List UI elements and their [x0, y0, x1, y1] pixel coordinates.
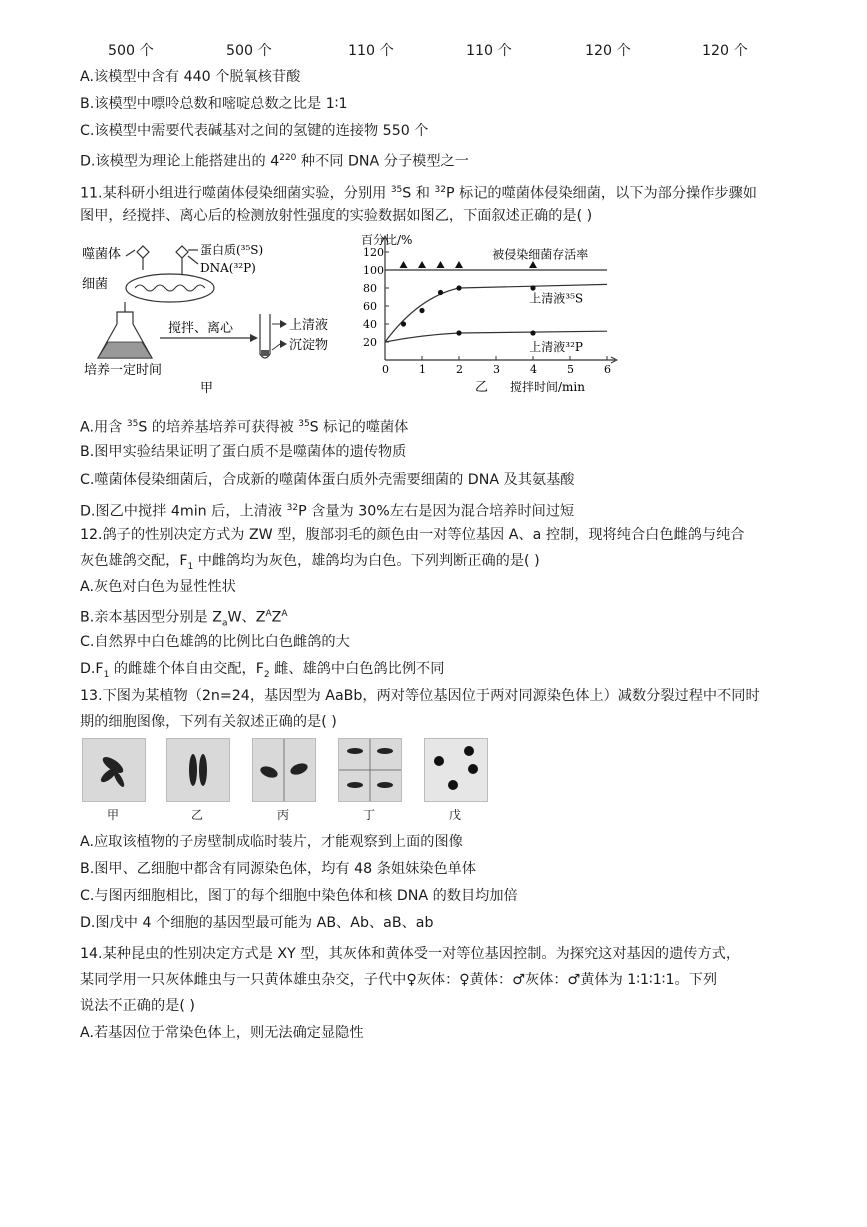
series-label-32p: 上清液³²P [529, 340, 584, 354]
q11-stem-line2: 图甲，经搅拌、离心后的检测放射性强度的实验数据如图乙，下面叙述正确的是( ) [80, 208, 593, 224]
q14-option-a: A.若基因位于常染色体上，则无法确定显隐性 [80, 1025, 364, 1041]
y-tick-label: 120 [363, 246, 384, 259]
survival-triangle-point [455, 261, 463, 268]
chart-ylabel: 百分比/% [361, 233, 413, 247]
cell-images-figure [80, 738, 500, 828]
q12-stem-line2: 灰色雄鸽交配，$F_1$ 中雌鸽均为灰色，雄鸽均为白色。下列判断正确的是( ) [80, 553, 540, 572]
q14-stem-line2: 某同学用一只灰体雌虫与一只黄体雄虫杂交，子代中♀灰体：♀黄体：♂灰体：♂黄体为 1∶1∶1∶1。下列 [80, 972, 718, 988]
series-35s-point [438, 290, 443, 295]
cell-label-jia: 甲 [106, 808, 119, 822]
cell-label-bing: 丙 [276, 808, 289, 822]
q13-option-d: D.图戊中 4 个细胞的基因型最可能为 AB、Ab、aB、ab [80, 915, 434, 931]
label-protein: 蛋白质(³⁵S) [200, 243, 264, 257]
figure-jia [80, 238, 360, 398]
q13-option-b: B.图甲、乙细胞中都含有同源染色体，均有 48 条姐妹染色单体 [80, 861, 477, 877]
x-tick-label: 0 [382, 363, 389, 376]
q11-option-c: C.噬菌体侵染细菌后，合成新的噬菌体蛋白质外壳需要细菌的 DNA 及其氨基酸 [80, 472, 575, 488]
series-35s-point [530, 285, 535, 290]
series-32p-point [456, 330, 461, 335]
series-35s-point [419, 308, 424, 313]
figure-yi-chart [355, 230, 625, 398]
count-cell: 120 个 [702, 43, 748, 59]
bacterium-icon [126, 274, 214, 302]
q14-stem-line1: 14.某种昆虫的性别决定方式是 XY 型，其灰体和黄体受一对等位基因控制。为探究这对基因的遗传方式， [80, 946, 741, 962]
survival-triangle-point [418, 261, 426, 268]
y-tick-label: 80 [363, 282, 377, 295]
label-bacteria: 细菌 [82, 277, 109, 292]
label-culture: 培养一定时间 [84, 363, 163, 378]
q12-stem-line1: 12.鸽子的性别决定方式为 ZW 型，腹部羽毛的颜色由一对等位基因 A、a 控制，现将纯合白色雌鸽与纯合 [80, 527, 745, 543]
cell-label-ding: 丁 [362, 808, 375, 822]
chart-marks [385, 246, 607, 354]
q11-option-b: B.图甲实验结果证明了蛋白质不是噬菌体的遗传物质 [80, 444, 407, 460]
x-tick-label: 3 [493, 363, 500, 376]
series-label-survival: 被侵染细菌存活率 [492, 247, 589, 262]
series-35s-point [456, 285, 461, 290]
q10-option-c: C.该模型中需要代表碱基对之间的氢键的连接物 550 个 [80, 123, 429, 139]
q10-option-a: A.该模型中含有 440 个脱氧核苷酸 [80, 69, 301, 85]
series-label-35s: 上清液³⁵S [529, 291, 584, 306]
q11-option-a: A.用含 $^{35}$S 的培养基培养可获得被 $^{35}$S 标记的噬菌体 [80, 419, 409, 436]
label-stir-centrifuge: 搅拌、离心 [168, 321, 234, 336]
x-tick-label: 4 [530, 363, 537, 376]
x-tick-label: 1 [419, 363, 426, 376]
q10-option-b: B.该模型中嘌呤总数和嘧啶总数之比是 1∶1 [80, 96, 348, 112]
chart-xlabel: 搅拌时间/min [510, 380, 585, 394]
figure-jia-caption: 甲 [200, 381, 214, 396]
q11-option-d: D.图乙中搅拌 4min 后，上清液 $^{32}$P 含量为 30%左右是因为混合培养时间过短 [80, 503, 575, 520]
count-cell: 110 个 [348, 43, 394, 59]
cell-image-wu [424, 738, 488, 802]
count-cell: 120 个 [585, 43, 631, 59]
cell-image-bing [252, 738, 316, 802]
series-35s-point [401, 321, 406, 326]
cell-label-wu: 戊 [448, 808, 461, 822]
q13-option-c: C.与图丙细胞相比，图丁的每个细胞中染色体和核 DNA 的数目均加倍 [80, 888, 518, 904]
test-tube-icon [260, 314, 270, 358]
cell-image-jia [82, 738, 146, 802]
x-tick-label: 2 [456, 363, 463, 376]
label-sediment: 沉淀物 [289, 338, 329, 353]
count-cell: 110 个 [466, 43, 512, 59]
base-count-row [0, 40, 867, 60]
survival-triangle-point [400, 261, 408, 268]
cell-label-yi: 乙 [190, 808, 203, 822]
phage-icon [176, 246, 198, 274]
cell-image-ding [338, 738, 402, 802]
flask-icon [98, 312, 152, 358]
q13-stem-line2: 期的细胞图像，下列有关叙述正确的是( ) [80, 714, 337, 730]
q11-stem-line1: 11.某科研小组进行噬菌体侵染细菌实验，分别用 $^{35}$S 和 $^{32}$P 标记的噬菌体侵染细菌，以下为部分操作步骤如 [80, 185, 757, 202]
q12-option-c: C.自然界中白色雄鸽的比例比白色雌鸽的大 [80, 634, 350, 650]
phage-icon [126, 246, 149, 270]
y-tick-label: 20 [363, 336, 377, 349]
label-phage: 噬菌体 [82, 247, 122, 262]
q12-option-a: A.灰色对白色为显性性状 [80, 579, 236, 595]
q14-stem-line3: 说法不正确的是( ) [80, 998, 195, 1014]
y-tick-label: 60 [363, 300, 377, 313]
count-cell: 500 个 [226, 43, 272, 59]
survival-triangle-point [529, 261, 537, 268]
y-tick-label: 40 [363, 318, 377, 331]
q10-option-d: D.该模型为理论上能搭建出的 $4^{220}$ 种不同 DNA 分子模型之一 [80, 153, 469, 170]
y-tick-label: 100 [363, 264, 384, 277]
q12-option-b: B.亲本基因型分别是 $Z_aW$、$Z^AZ^A$ [80, 609, 288, 629]
x-tick-label: 6 [604, 363, 611, 376]
q13-option-a: A.应取该植物的子房壁制成临时装片，才能观察到上面的图像 [80, 834, 463, 850]
series-32p-point [530, 330, 535, 335]
dna-coil-icon [135, 285, 205, 291]
q13-stem-line1: 13.下图为某植物（2n=24，基因型为 AaBb，两对等位基因位于两对同源染色体上）减数分裂过程中不同时 [80, 688, 760, 704]
figure-yi-caption: 乙 [475, 380, 489, 395]
survival-triangle-point [437, 261, 445, 268]
cell-image-yi [166, 738, 230, 802]
label-supernatant: 上清液 [289, 318, 329, 333]
label-dna: DNA(³²P) [200, 261, 256, 275]
q12-option-d: $D.F_1$ 的雌雄个体自由交配，$F_2$ 雌、雄鸽中白色鸽比例不同 [80, 661, 445, 680]
x-tick-label: 5 [567, 363, 574, 376]
count-cell: 500 个 [108, 43, 154, 59]
